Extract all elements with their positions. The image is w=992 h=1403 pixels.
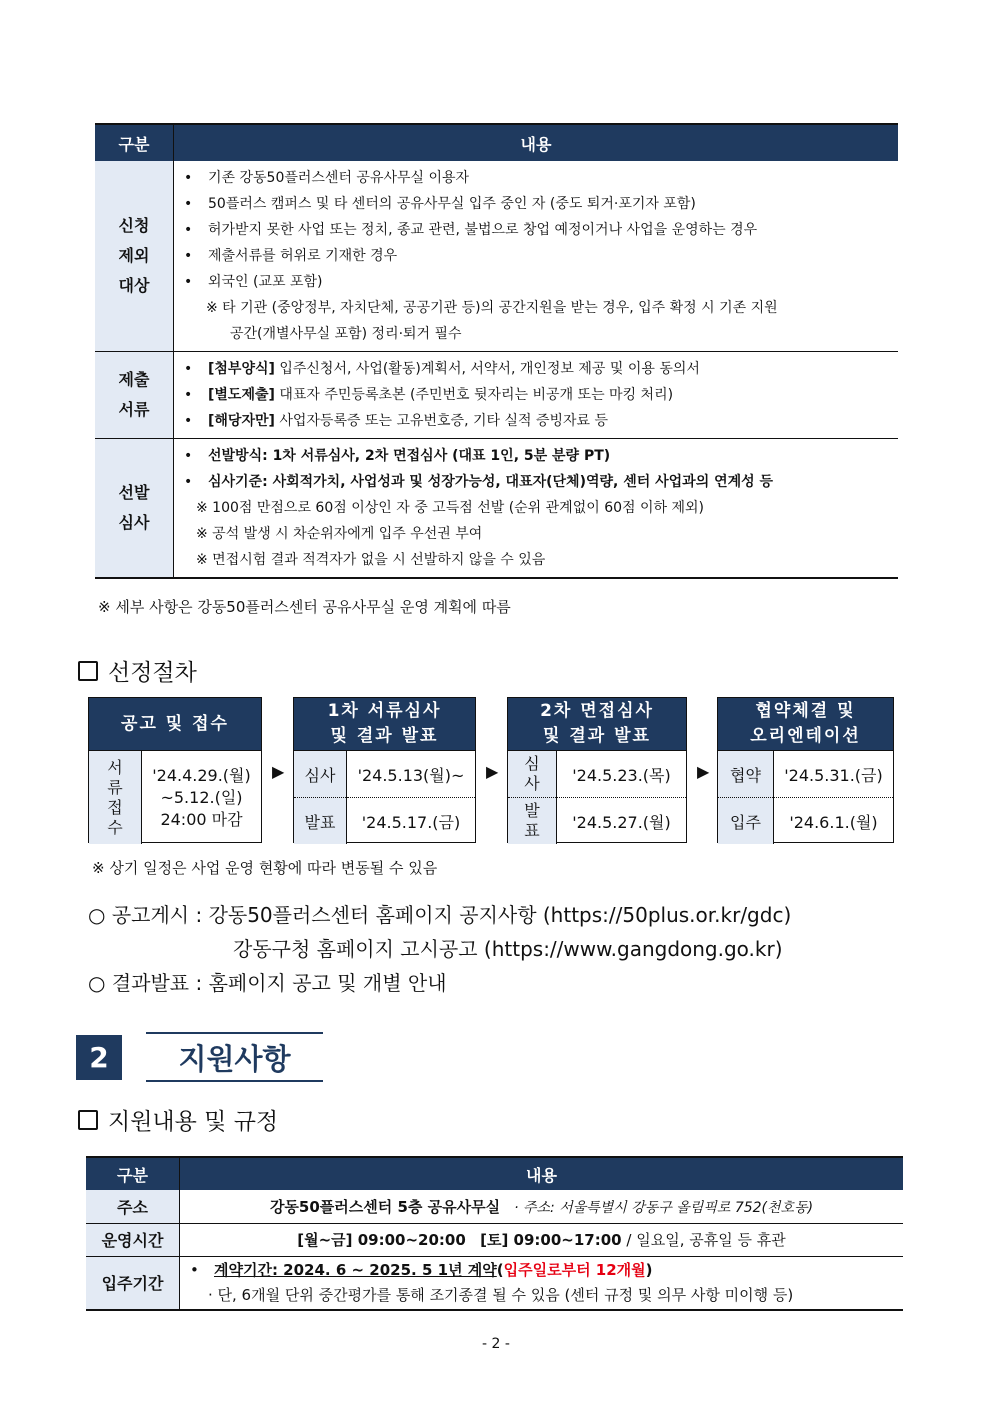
step-keys	[508, 751, 557, 844]
row-content	[180, 1256, 904, 1310]
step-value	[142, 751, 261, 844]
info-separator: :	[195, 903, 203, 927]
support-table	[86, 1156, 903, 1311]
step-key: 입주	[718, 797, 773, 844]
arrow-right-icon: ▶	[486, 762, 499, 781]
list-item	[182, 408, 898, 434]
bullet-icon: •	[184, 387, 193, 403]
title-line: 1차 서류심사	[327, 701, 442, 721]
label-line: 대상	[118, 276, 150, 295]
bullet-icon: •	[184, 274, 193, 290]
date-text: ~5.12.(일)	[160, 787, 243, 807]
step-keys	[718, 751, 774, 844]
row-content	[180, 1223, 904, 1256]
row-label-documents	[95, 352, 174, 439]
header-content: 내용	[180, 1157, 904, 1190]
row-label-selection	[95, 439, 174, 579]
title-line: 및 결과 발표	[330, 726, 439, 746]
step-values	[774, 751, 893, 844]
item-text: 심사기준: 사회적가치, 사업성과 및 성장가능성, 대표자(단체)역량, 센터 사업과의 연계성 등	[208, 474, 774, 490]
item-text: 기존 강동50플러스센터 공유사무실 이용자	[208, 170, 470, 186]
info-value: 홈페이지 공고 및 개별 안내	[208, 971, 447, 995]
period-highlight: 입주일로부터 12개월	[503, 1260, 646, 1279]
label-line: 제외	[118, 246, 150, 265]
bullet-icon: •	[184, 222, 193, 238]
hours-weekday: [월~금] 09:00~20:00	[297, 1231, 466, 1249]
address-main: 강동50플러스센터 5층 공유사무실	[269, 1197, 501, 1216]
section-heading-support	[78, 1103, 278, 1136]
arrow-right-icon: ▶	[272, 762, 285, 781]
key-char: 사	[524, 774, 540, 793]
table-row-hours	[86, 1223, 903, 1256]
arrow-right-icon: ▶	[697, 762, 710, 781]
date-text: 24:00 마감	[160, 809, 243, 829]
list-item	[182, 191, 898, 217]
step-key: 발표	[294, 797, 346, 844]
row-content-selection	[174, 439, 899, 579]
list-item	[182, 469, 898, 495]
table-row-address	[86, 1190, 903, 1223]
title-line: 및 결과 발표	[543, 726, 651, 746]
hours-rest: / 일요일, 공휴일 등 휴관	[626, 1231, 786, 1249]
doc-tag: [해당자만]	[208, 413, 275, 429]
list-item	[182, 443, 898, 469]
label-line: 서류	[118, 400, 150, 419]
step-title	[718, 698, 893, 751]
schedule-note: ※ 상기 일정은 사업 운영 현황에 따라 변동될 수 있음	[92, 859, 438, 877]
bullet-icon: •	[184, 196, 193, 212]
step-values	[557, 751, 686, 844]
list-item	[182, 356, 898, 382]
heading-text: 선정절차	[108, 660, 197, 686]
circle-bullet-icon: ○	[88, 903, 106, 927]
process-step-announcement	[88, 697, 262, 843]
bullet-icon: •	[184, 413, 193, 429]
address-detail: · 주소: 서울특별시 강동구 올림픽로 752(천호동)	[514, 1199, 814, 1216]
label-line: 선발	[118, 483, 150, 502]
heading-text: 지원내용 및 규정	[108, 1109, 279, 1135]
process-step-agreement	[717, 697, 894, 843]
list-item	[182, 269, 898, 295]
info-separator: :	[195, 971, 203, 995]
step-title: 공고 및 접수	[89, 698, 261, 751]
note-text: ※ 100점 만점으로 60점 이상인 자 중 고득점 선발 (순위 관계없이 60점 이하 제외)	[196, 500, 705, 516]
step-title	[294, 698, 475, 751]
list-item	[182, 217, 898, 243]
row-content-documents	[174, 352, 899, 439]
row-label: 운영시간	[86, 1223, 180, 1256]
key-char: 류	[107, 777, 123, 797]
checkbox-square-icon	[78, 1110, 98, 1130]
bullet-icon: •	[184, 448, 193, 464]
paren: (	[496, 1260, 504, 1279]
period-note: · 단, 6개월 단위 중간평가를 통해 조기종결 될 수 있음 (센터 규정 및 의무 사항 미이행 등)	[208, 1285, 794, 1304]
item-text: 선발방식: 1차 서류심사, 2차 면접심사 (대표 1인, 5분 분량 PT)	[208, 448, 611, 464]
header-category: 구분	[86, 1157, 180, 1190]
step-keys	[294, 751, 347, 844]
header-category: 구분	[95, 124, 174, 161]
note-text: ※ 공석 발생 시 차순위자에게 입주 우선권 부여	[196, 526, 483, 542]
step-title	[508, 698, 686, 751]
list-item	[182, 165, 898, 191]
info-value: 강동50플러스센터 홈페이지 공지사항 (https://50plus.or.kr/gdc)	[208, 903, 792, 927]
list-item	[182, 382, 898, 408]
key-char: 발	[524, 801, 540, 820]
key-char: 표	[524, 821, 540, 840]
checkbox-square-icon	[78, 661, 98, 681]
key-char: 서	[107, 757, 123, 777]
bullet-icon: •	[190, 1260, 199, 1279]
table-row-selection	[95, 439, 898, 579]
key-char: 심	[524, 754, 540, 773]
note-text: ※ 면접시험 결과 적격자가 없을 시 선발하지 않을 수 있음	[196, 552, 546, 568]
date-text: '24.5.17.(금)	[347, 797, 475, 844]
section-title: 지원사항	[146, 1032, 323, 1082]
table-footnote: ※ 세부 사항은 강동50플러스센터 공유사무실 운영 계획에 따름	[98, 598, 511, 616]
eligibility-table	[95, 123, 898, 579]
circle-bullet-icon: ○	[88, 971, 106, 995]
step-key: 심사	[304, 765, 336, 785]
item-text: 제출서류를 허위로 기재한 경우	[208, 248, 398, 264]
item-text: 외국인 (교포 포함)	[208, 274, 323, 290]
label-line: 심사	[118, 513, 150, 532]
row-label: 입주기간	[86, 1256, 180, 1310]
section-number-badge: 2	[76, 1035, 122, 1080]
step-key: 협약	[730, 765, 761, 785]
section-heading-selection	[78, 654, 197, 687]
header-content: 내용	[174, 124, 899, 161]
date-text: '24.5.23.(목)	[572, 765, 671, 785]
item-text: 허가받지 못한 사업 또는 정치, 종교 관련, 불법으로 창업 예정이거나 사업을 운영하는 경우	[208, 222, 758, 238]
contract-period: 계약기간: 2024. 6 ~ 2025. 5 1년 계약	[214, 1260, 497, 1279]
date-text: '24.6.1.(월)	[774, 797, 893, 844]
info-announcement	[88, 898, 791, 1000]
date-text: '24.5.13(월)~	[357, 765, 465, 785]
doc-tag: [첨부양식]	[208, 361, 275, 377]
key-char: 수	[107, 817, 123, 837]
bullet-icon: •	[184, 170, 193, 186]
bullet-icon: •	[184, 361, 193, 377]
info-label: 결과발표	[111, 971, 190, 995]
date-text: '24.5.31.(금)	[784, 765, 883, 785]
note-text: 공간(개별사무실 포함) 정리·퇴거 필수	[230, 326, 462, 342]
item-text: 50플러스 캠퍼스 및 타 센터의 공유사무실 입주 중인 자 (중도 퇴거·포기자 포함)	[208, 196, 696, 212]
row-label-excluded	[95, 161, 174, 352]
info-value: 강동구청 홈페이지 고시공고 (https://www.gangdong.go.kr)	[233, 937, 783, 961]
row-content-excluded	[174, 161, 899, 352]
title-line: 2차 면접심사	[540, 701, 654, 721]
item-text: 입주신청서, 사업(활동)계획서, 서약서, 개인정보 제공 및 이용 동의서	[274, 361, 700, 377]
process-step-interview	[507, 697, 687, 843]
item-text: 사업자등록증 또는 고유번호증, 기타 실적 증빙자료 등	[274, 413, 609, 429]
process-step-document-review	[293, 697, 476, 843]
key-char: 접	[107, 797, 123, 817]
paren: )	[645, 1260, 653, 1279]
page-number: - 2 -	[482, 1336, 510, 1352]
date-text: '24.5.27.(월)	[557, 797, 686, 844]
title-line: 협약체결 및	[755, 701, 856, 721]
label-line: 신청	[118, 216, 150, 235]
table-row-excluded	[95, 161, 898, 352]
info-label: 공고게시	[111, 903, 190, 927]
step-key	[89, 751, 142, 844]
doc-tag: [별도제출]	[208, 387, 275, 403]
item-text: 대표자 주민등록초본 (주민번호 뒷자리는 비공개 또는 마킹 처리)	[274, 387, 674, 403]
step-key	[508, 797, 556, 844]
title-line: 오리엔테이션	[750, 726, 861, 746]
row-label: 주소	[86, 1190, 180, 1223]
note-text: ※ 타 기관 (중앙정부, 자치단체, 공공기관 등)의 공간지원을 받는 경우, 입주 확정 시 기존 지원	[206, 300, 778, 316]
table-row-period	[86, 1256, 903, 1310]
hours-saturday: [토] 09:00~17:00	[480, 1231, 622, 1249]
step-key	[508, 751, 556, 797]
row-content	[180, 1190, 904, 1223]
date-text: '24.4.29.(월)	[152, 765, 251, 785]
list-item	[182, 243, 898, 269]
label-line: 제출	[118, 370, 150, 389]
step-values	[347, 751, 475, 844]
bullet-icon: •	[184, 474, 193, 490]
table-row-documents	[95, 352, 898, 439]
bullet-icon: •	[184, 248, 193, 264]
